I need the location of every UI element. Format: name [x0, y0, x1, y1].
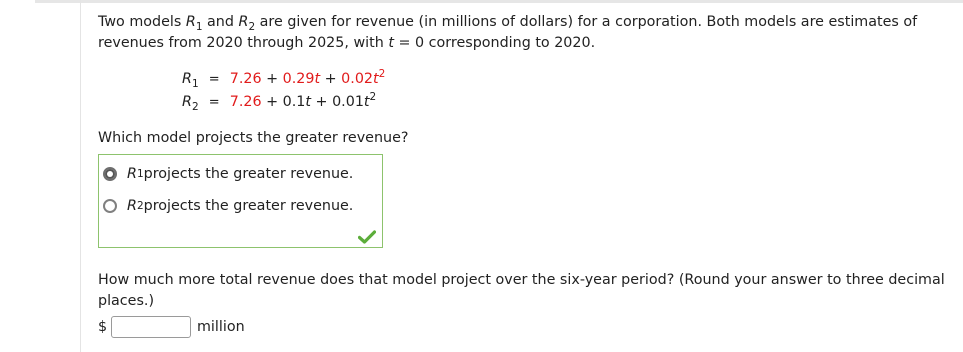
equals-sign: = — [208, 95, 220, 110]
question-1: Which model projects the greater revenue? — [98, 130, 409, 146]
answer-input[interactable] — [111, 316, 191, 338]
coefficient: 0.01 — [332, 94, 364, 110]
coefficient: 0.1 — [282, 94, 306, 110]
var-r: R — [185, 14, 196, 30]
subscript: 1 — [195, 21, 203, 33]
var-r: R — [127, 198, 137, 214]
radio-selected-icon[interactable] — [103, 167, 117, 181]
intro-text: = 0 corresponding to 2020. — [393, 35, 596, 51]
model-equations — [182, 68, 385, 114]
subscript: 1 — [191, 78, 199, 90]
choice-r1[interactable]: R 1 projects the greater revenue. — [103, 163, 353, 185]
coefficient: 7.26 — [229, 94, 262, 110]
coefficient: 0.02 — [341, 71, 374, 87]
question-2: How much more total revenue does that model project over the six-year period? (Round your answer to three decimal places.) — [98, 272, 945, 309]
exponent: 2 — [378, 68, 386, 80]
correct-checkmark-icon — [358, 230, 376, 244]
top-divider — [35, 0, 963, 3]
operator: + — [320, 71, 342, 87]
intro-text: are given for revenue (in millions of dollars) for a corporation. Both models are estimates of revenues from 2020 through 2025, with — [98, 14, 918, 51]
choice-label: projects the greater revenue. — [143, 166, 354, 182]
operator: + — [261, 71, 283, 87]
answer-choices — [98, 154, 383, 248]
var-t: t — [373, 71, 379, 87]
var-r: R — [182, 71, 192, 87]
answer-row — [98, 316, 245, 338]
subscript: 2 — [191, 101, 199, 113]
unit-label: million — [197, 318, 245, 335]
choice-r2[interactable]: R 2 projects the greater revenue. — [103, 195, 353, 217]
var-t: t — [363, 94, 370, 110]
problem-statement — [98, 12, 948, 54]
exponent: 2 — [369, 91, 377, 103]
currency-symbol: $ — [98, 318, 108, 335]
coefficient: 7.26 — [229, 71, 262, 87]
var-r: R — [238, 14, 249, 30]
var-r: R — [127, 166, 137, 182]
intro-text: and — [202, 14, 239, 30]
var-t: t — [314, 71, 321, 87]
equals-sign: = — [208, 72, 220, 87]
var-t: t — [388, 35, 394, 51]
choice-label: projects the greater revenue. — [143, 198, 354, 214]
model-r2-equation — [182, 91, 385, 114]
coefficient: 0.29 — [282, 71, 315, 87]
model-r1-equation — [182, 68, 385, 91]
intro-text: Two models — [98, 14, 186, 30]
subscript: 2 — [248, 21, 256, 33]
var-t: t — [305, 94, 311, 110]
operator: + — [261, 94, 283, 110]
operator: + — [311, 94, 333, 110]
var-r: R — [182, 94, 192, 110]
question-content — [98, 12, 948, 335]
left-divider — [80, 0, 81, 352]
radio-unselected-icon[interactable] — [103, 199, 117, 213]
